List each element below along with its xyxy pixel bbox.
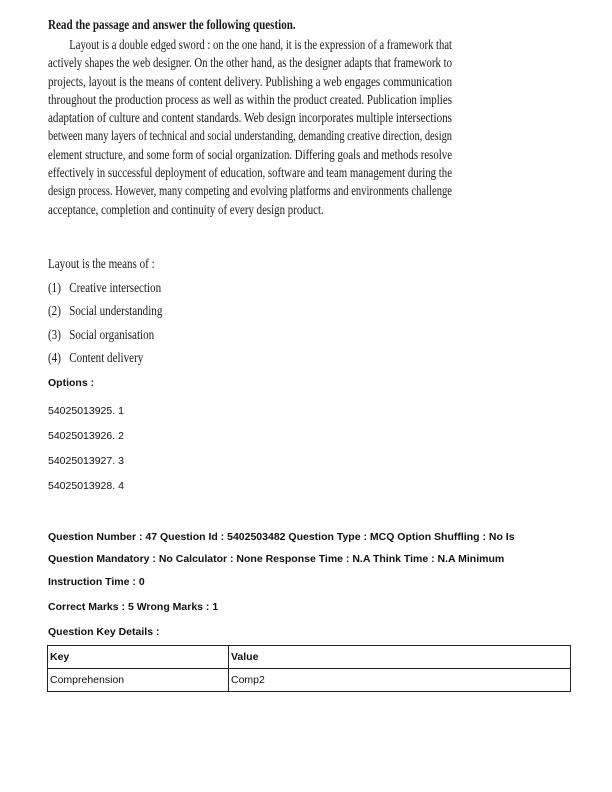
passage-line xyxy=(48,164,452,182)
passage-line-text: design process. However, many competing and evolving platforms and environments challenge xyxy=(48,183,452,199)
option-item: 54025013925. 1 xyxy=(48,405,124,417)
cell-key: Comprehension xyxy=(48,669,229,692)
passage-line-text: actively shapes the web designer. On the other hand, as the designer adapts that framework to xyxy=(48,55,452,71)
choice: (3) Social organisation xyxy=(48,326,155,342)
key-details-label: Question Key Details : xyxy=(48,626,160,638)
table-header-row xyxy=(48,646,571,669)
passage-heading: Read the passage and answer the following question. xyxy=(48,17,296,32)
question-meta-line: Instruction Time : 0 xyxy=(48,576,145,588)
passage-line-text: projects, layout is the means of content delivery. Publishing a web engages communication xyxy=(48,73,452,89)
header-value: Value xyxy=(229,646,571,669)
option-item: 54025013928. 4 xyxy=(48,480,124,492)
option-item: 54025013926. 2 xyxy=(48,430,124,442)
passage-line xyxy=(48,127,452,145)
options-label: Options : xyxy=(48,377,95,389)
table-row xyxy=(48,669,571,692)
passage-line-text: effectively in successful deployment of education, software and team management during the xyxy=(48,165,452,181)
marks-line: Correct Marks : 5 Wrong Marks : 1 xyxy=(48,601,219,613)
passage-line-text: acceptance, completion and continuity of every design product. xyxy=(48,201,324,217)
choice: (1) Creative intersection xyxy=(48,279,162,295)
question-meta-line: Question Mandatory : No Calculator : None Response Time : N.A Think Time : N.A Minimum xyxy=(48,553,505,565)
passage-line-text: element structure, and some form of social organization. Differing goals and methods resolve xyxy=(48,146,452,162)
passage-line xyxy=(48,91,452,109)
key-details-table xyxy=(47,645,571,692)
choice: (4) Content delivery xyxy=(48,350,144,365)
passage-line xyxy=(48,54,452,72)
passage-line xyxy=(48,146,452,164)
passage-line-text: Layout is a double edged sword : on the one hand, it is the expression of a framework that xyxy=(48,37,452,52)
passage-line-text: adaptation of culture and content standards. Web design incorporates multiple intersections xyxy=(48,110,452,126)
question-meta-line: Question Number : 47 Question Id : 5402503482 Question Type : MCQ Option Shuffling : No Is xyxy=(48,531,515,543)
question-block xyxy=(48,252,187,370)
question-stem: Layout is the means of : xyxy=(48,256,155,271)
passage-scan xyxy=(48,14,452,219)
passage-line xyxy=(48,201,371,219)
passage-line xyxy=(48,73,452,91)
choice: (2) Social understanding xyxy=(48,303,163,318)
cell-value: Comp2 xyxy=(229,669,571,692)
passage-line-text: throughout the production process as well as within the product created. Publication implies xyxy=(48,91,452,107)
passage-line xyxy=(48,109,452,127)
passage-line xyxy=(48,182,452,200)
option-item: 54025013927. 3 xyxy=(48,455,124,467)
passage-line-text: between many layers of technical and social understanding, demanding creative direction, design xyxy=(48,128,452,144)
header-key: Key xyxy=(48,646,229,669)
passage-line xyxy=(48,36,452,54)
